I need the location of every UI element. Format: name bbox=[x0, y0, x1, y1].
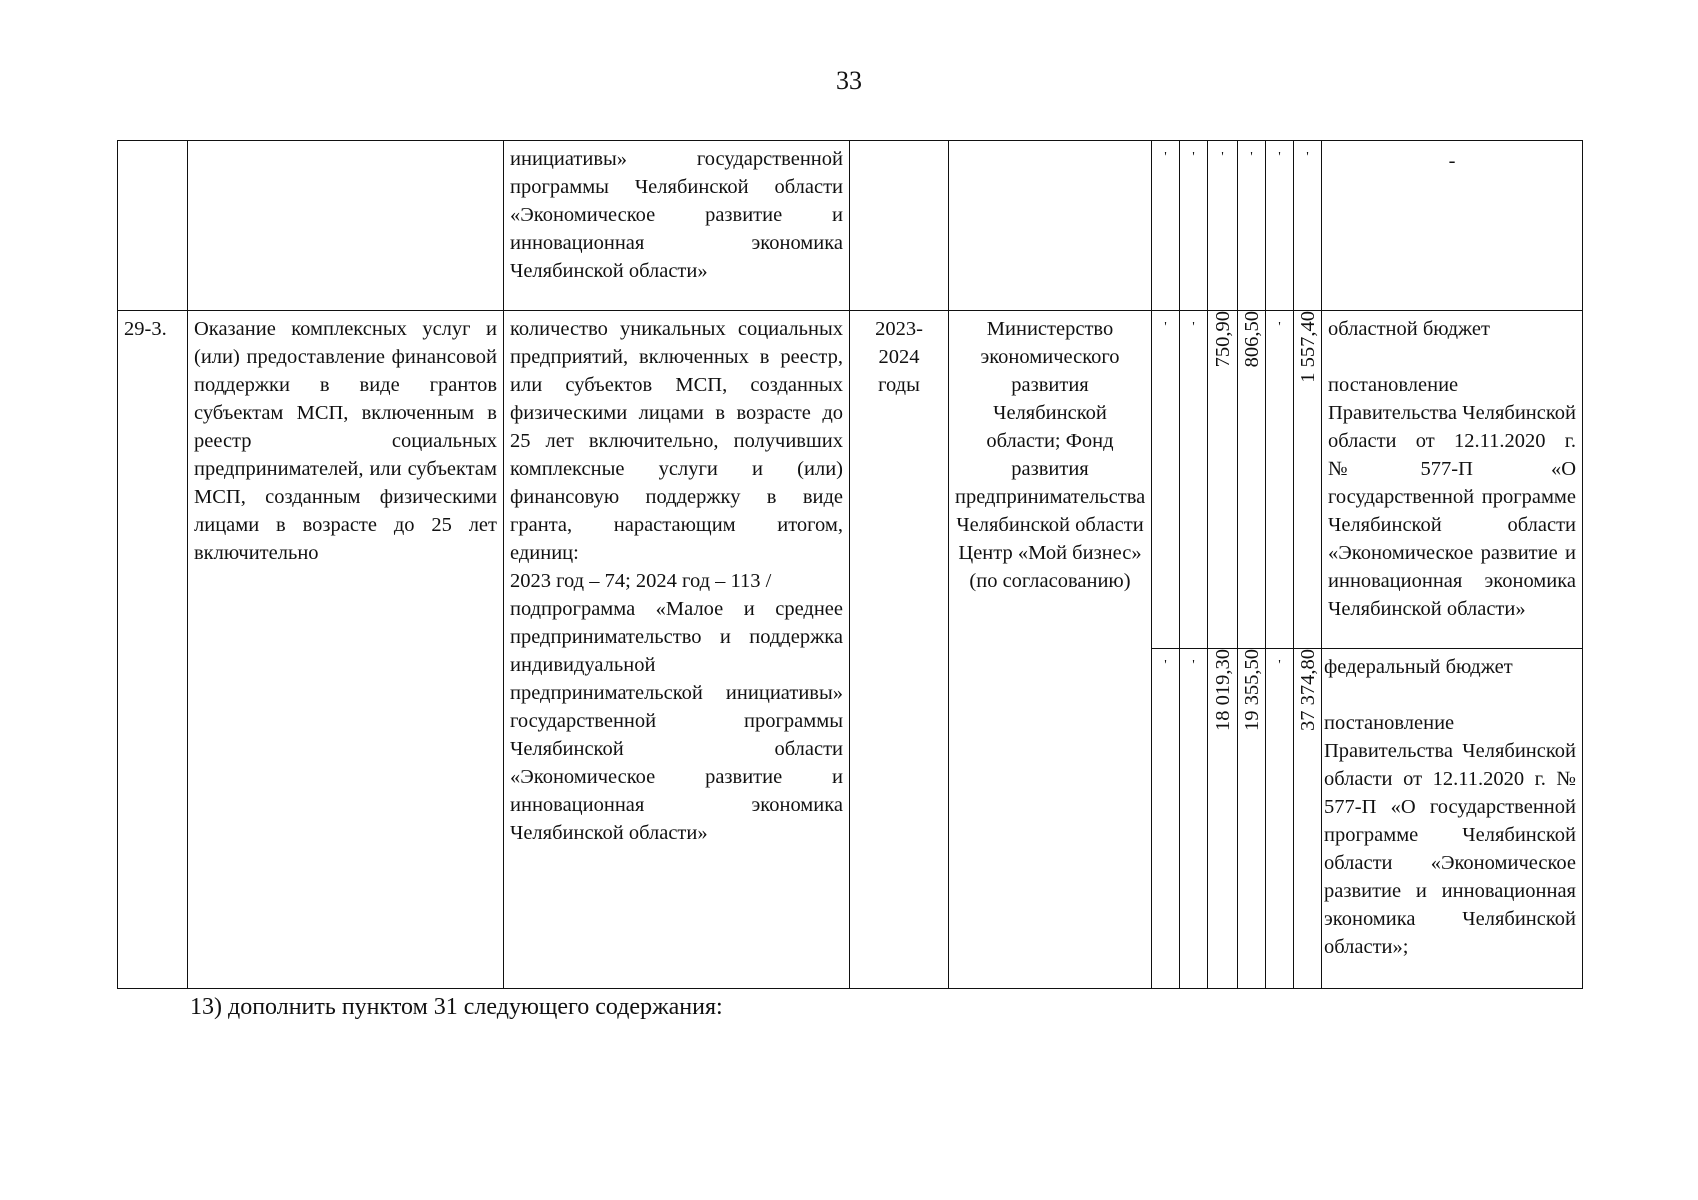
value-cell: ' bbox=[1266, 141, 1294, 311]
value-cell bbox=[1238, 649, 1266, 989]
value-cell bbox=[1208, 311, 1238, 649]
value-cell: ' bbox=[1180, 649, 1208, 989]
result-cell bbox=[504, 311, 850, 989]
source-title: федеральный бюджет bbox=[1324, 656, 1513, 678]
value-cell: ' bbox=[1266, 649, 1294, 989]
result-values: 2023 год – 74; 2024 год – 113 / bbox=[510, 570, 772, 592]
value-total: 1 557,40 bbox=[1296, 311, 1319, 383]
amendment-text: 13) дополнить пунктом 31 следующего содержания: bbox=[190, 994, 723, 1020]
value-2024: 19 355,50 bbox=[1240, 649, 1263, 731]
source-cell bbox=[1322, 141, 1583, 311]
result-text: количество уникальных социальных предприятий, включенных в реестр, или субъектов МСП, созданных физическими лицами в возрасте до 25 лет включительно, получивших комплексные услуги и (или) финансовую поддержку в виде гранта, нарастающим итогом, единиц: bbox=[510, 318, 843, 564]
value-cell: ' bbox=[1152, 311, 1180, 649]
source-text: постановление Правительства Челябинской области от 12.11.2020 г. №577-П «О государственной программе Челябинской области «Экономическое развитие и инновационная экономика Челябинской области» bbox=[1328, 374, 1576, 620]
source-text: постановление Правительства Челябинской области от 12.11.2020 г. № 577-П «О государственной программе Челябинской области «Экономическое развитие и инновационная экономика Челябинской области»; bbox=[1324, 712, 1576, 958]
value-cell: ' bbox=[1180, 141, 1208, 311]
result-cell: инициативы» государственной программы Челябинской области «Экономическое развитие и инновационная экономика Челябинской области» bbox=[504, 141, 850, 311]
source-cell bbox=[1322, 311, 1583, 649]
executor-cell bbox=[949, 141, 1152, 311]
value-2023: 750,90 bbox=[1211, 311, 1234, 368]
period-cell bbox=[850, 141, 949, 311]
value-cell bbox=[1294, 311, 1322, 649]
value-cell: ' bbox=[1266, 311, 1294, 649]
source-title: областной бюджет bbox=[1328, 318, 1490, 340]
program-table bbox=[117, 140, 1583, 989]
table-row-29-3 bbox=[118, 311, 1583, 649]
source-dash: - bbox=[1448, 150, 1456, 172]
source-cell bbox=[1322, 649, 1583, 989]
value-cell bbox=[1238, 311, 1266, 649]
value-total: 37 374,80 bbox=[1296, 649, 1319, 731]
value-cell bbox=[1208, 649, 1238, 989]
page-number: 33 bbox=[836, 66, 862, 95]
value-cell bbox=[1294, 649, 1322, 989]
number-cell bbox=[118, 141, 188, 311]
number-cell: 29-3. bbox=[118, 311, 188, 989]
value-2023: 18 019,30 bbox=[1211, 649, 1234, 731]
value-cell: ' bbox=[1294, 141, 1322, 311]
period-cell: 2023-2024 годы bbox=[850, 311, 949, 989]
result-program: подпрограмма «Малое и среднее предпринимательство и поддержка индивидуальной предпринимательской инициативы» государственной программы Челябинской области «Экономическое развитие и инновационная экономика Челябинской области» bbox=[510, 598, 843, 844]
event-cell: Оказание комплексных услуг и (или) предоставление финансовой поддержки в виде грантов субъектам МСП, включенным в реестр социальных предпринимателей, или субъектам МСП, созданным физическими лицами в возрасте до 25 лет включительно bbox=[188, 311, 504, 989]
event-cell bbox=[188, 141, 504, 311]
value-2024: 806,50 bbox=[1240, 311, 1263, 368]
value-cell: ' bbox=[1152, 649, 1180, 989]
executor-cell: Министерство экономического развития Челябинской области; Фонд развития предпринимательства Челябинской области Центр «Мой бизнес» (по согласованию) bbox=[949, 311, 1152, 989]
value-cell: ' bbox=[1152, 141, 1180, 311]
table-row-continuation bbox=[118, 141, 1583, 311]
value-cell: ' bbox=[1208, 141, 1238, 311]
value-cell: ' bbox=[1238, 141, 1266, 311]
value-cell: ' bbox=[1180, 311, 1208, 649]
